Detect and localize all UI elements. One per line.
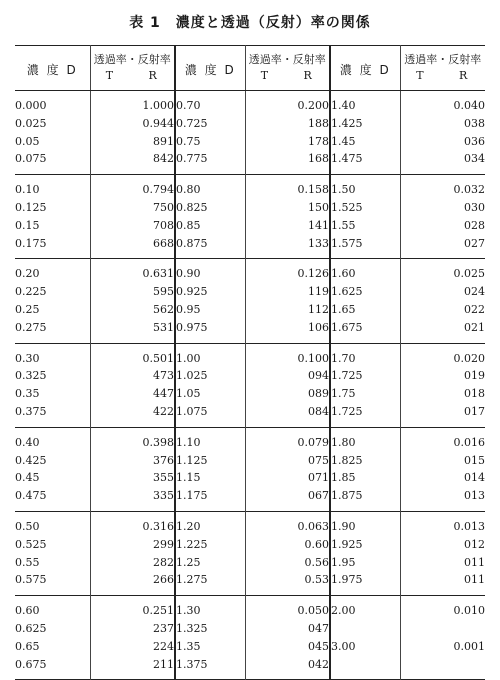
cell-trans-2: 0.53 [245,571,330,595]
table-row [15,452,485,470]
cell-density-1: 0.225 [15,285,47,299]
table-row [15,235,485,259]
cell-trans-3: 038 [400,115,485,133]
cell-density-1: 0.55 [15,555,40,569]
table-row [15,656,485,680]
cell-density-3: 1.55 [330,217,400,235]
cell-density-1: 0.475 [15,489,47,503]
cell-trans-2: 0.126 [245,259,330,283]
cell-trans-3 [400,656,485,680]
cell-trans-3: 017 [400,403,485,427]
table-row [15,385,485,403]
cell-trans-2: 045 [245,638,330,656]
table-row [15,150,485,174]
cell-trans-3: 013 [400,487,485,511]
cell-trans-2: 047 [245,620,330,638]
cell-density-1: 0.025 [15,116,47,130]
cell-density-3: 1.45 [330,133,400,151]
cell-density-3: 1.80 [330,427,400,451]
cell-trans-2: 0.56 [245,554,330,572]
cell-density-3: 1.50 [330,175,400,199]
cell-trans-3: 0.025 [400,259,485,283]
cell-density-2: 1.30 [175,596,245,620]
cell-trans-3: 012 [400,536,485,554]
table-row [15,259,485,283]
cell-density-2: 1.125 [175,452,245,470]
table-row [15,175,485,199]
cell-density-1: 0.325 [15,369,47,383]
cell-trans-1: 0.501 [90,343,175,367]
cell-density-1: 0.65 [15,639,40,653]
header-density-3: 濃 度 D [330,46,400,91]
cell-trans-1: 0.944 [90,115,175,133]
cell-trans-1: 0.316 [90,511,175,535]
cell-trans-2: 0.60 [245,536,330,554]
cell-trans-2: 133 [245,235,330,259]
cell-trans-2: 042 [245,656,330,680]
cell-trans-2: 089 [245,385,330,403]
cell-trans-3: 021 [400,319,485,343]
cell-density-2: 1.15 [175,469,245,487]
cell-trans-1: 224 [90,638,175,656]
cell-trans-1: 355 [90,469,175,487]
cell-trans-3: 015 [400,452,485,470]
density-transmittance-table [15,45,485,680]
cell-trans-3: 0.010 [400,596,485,620]
cell-trans-2: 094 [245,367,330,385]
cell-trans-3: 018 [400,385,485,403]
cell-density-1: 0.60 [15,596,90,620]
table-row [15,301,485,319]
table-row [15,91,485,115]
cell-density-1: 0.575 [15,573,47,587]
cell-trans-1: 842 [90,150,175,174]
cell-density-1: 0.425 [15,453,47,467]
cell-density-2: 0.85 [175,217,245,235]
cell-trans-2: 084 [245,403,330,427]
cell-trans-1: 0.251 [90,596,175,620]
row-group [15,596,485,680]
cell-density-3: 1.875 [330,487,400,511]
header-trans-1: 透過率・反射率 T R [90,46,175,91]
cell-density-2: 1.25 [175,554,245,572]
cell-trans-2: 0.079 [245,427,330,451]
header-trans-3: 透過率・反射率 T R [400,46,485,91]
cell-trans-3: 019 [400,367,485,385]
cell-density-1: 0.525 [15,537,47,551]
cell-trans-1: 211 [90,656,175,680]
cell-trans-3: 022 [400,301,485,319]
cell-trans-1: 299 [90,536,175,554]
cell-density-1: 0.075 [15,152,47,166]
cell-density-3: 1.85 [330,469,400,487]
cell-trans-2: 0.063 [245,511,330,535]
table-row [15,133,485,151]
table-row [15,403,485,427]
cell-density-1: 0.45 [15,471,40,485]
header-density-1: 濃 度 D [15,46,90,91]
cell-trans-3: 027 [400,235,485,259]
cell-trans-2: 067 [245,487,330,511]
cell-density-2: 0.80 [175,175,245,199]
cell-trans-1: 668 [90,235,175,259]
cell-density-2: 1.225 [175,536,245,554]
cell-density-2: 1.10 [175,427,245,451]
cell-trans-1: 0.398 [90,427,175,451]
table-row [15,571,485,595]
cell-trans-3: 011 [400,554,485,572]
cell-density-2: 1.325 [175,620,245,638]
header-row [15,46,485,91]
cell-trans-2: 168 [245,150,330,174]
table-row [15,367,485,385]
cell-trans-3: 0.040 [400,91,485,115]
cell-trans-1: 376 [90,452,175,470]
table-row [15,596,485,620]
cell-density-3: 1.475 [330,150,400,174]
cell-density-2: 0.95 [175,301,245,319]
cell-trans-1: 562 [90,301,175,319]
cell-trans-2: 0.100 [245,343,330,367]
cell-trans-1: 708 [90,217,175,235]
cell-density-2: 1.025 [175,367,245,385]
cell-density-1: 0.625 [15,621,47,635]
cell-trans-3: 028 [400,217,485,235]
cell-trans-1: 422 [90,403,175,427]
cell-density-3: 1.75 [330,385,400,403]
cell-density-3: 1.575 [330,235,400,259]
table-row [15,283,485,301]
cell-trans-3: 0.032 [400,175,485,199]
cell-trans-3: 0.001 [400,638,485,656]
cell-density-2: 0.775 [175,150,245,174]
table-row [15,554,485,572]
header-trans-2: 透過率・反射率 T R [245,46,330,91]
cell-trans-2: 141 [245,217,330,235]
cell-density-2: 0.825 [175,199,245,217]
cell-trans-1: 335 [90,487,175,511]
cell-density-1: 0.125 [15,200,47,214]
row-group [15,91,485,175]
cell-density-3: 1.90 [330,511,400,535]
table-row [15,217,485,235]
cell-density-3: 1.65 [330,301,400,319]
cell-density-2: 1.00 [175,343,245,367]
table-row [15,487,485,511]
cell-density-2: 0.75 [175,133,245,151]
cell-density-1: 0.25 [15,302,40,316]
cell-density-2: 0.725 [175,115,245,133]
cell-density-3: 1.925 [330,536,400,554]
cell-density-3 [330,656,400,680]
cell-trans-1: 447 [90,385,175,403]
cell-density-1: 0.000 [15,99,47,112]
table-row [15,343,485,367]
cell-density-3: 3.00 [330,638,400,656]
cell-density-3: 1.525 [330,199,400,217]
cell-trans-1: 595 [90,283,175,301]
cell-density-2: 0.70 [175,91,245,115]
cell-trans-3: 024 [400,283,485,301]
table-row [15,427,485,451]
cell-trans-3: 034 [400,150,485,174]
table-title: 表 1 濃度と透過（反射）率の関係 [129,15,371,31]
table-row [15,620,485,638]
cell-density-2: 0.975 [175,319,245,343]
cell-density-1: 0.35 [15,387,40,401]
cell-density-2: 1.05 [175,385,245,403]
table-row [15,199,485,217]
cell-trans-1: 0.631 [90,259,175,283]
cell-trans-1: 531 [90,319,175,343]
cell-density-3: 1.975 [330,571,400,595]
cell-density-1: 0.375 [15,404,47,418]
cell-trans-1: 0.794 [90,175,175,199]
table-row [15,319,485,343]
row-group [15,343,485,427]
cell-trans-1: 750 [90,199,175,217]
cell-density-1: 0.20 [15,259,90,283]
cell-density-2: 1.35 [175,638,245,656]
row-group [15,427,485,511]
table-row [15,638,485,656]
row-group [15,259,485,343]
cell-trans-2: 188 [245,115,330,133]
cell-trans-1: 237 [90,620,175,638]
cell-density-2: 0.875 [175,235,245,259]
cell-trans-3 [400,620,485,638]
cell-density-1: 0.675 [15,657,47,671]
cell-trans-1: 282 [90,554,175,572]
cell-trans-1: 1.000 [90,91,175,115]
cell-density-1: 0.50 [15,511,90,535]
cell-density-3: 1.425 [330,115,400,133]
cell-density-3: 1.625 [330,283,400,301]
cell-density-3: 1.60 [330,259,400,283]
cell-density-1: 0.275 [15,320,47,334]
cell-density-2: 0.90 [175,259,245,283]
cell-trans-2: 0.050 [245,596,330,620]
cell-density-3: 1.675 [330,319,400,343]
cell-trans-3: 0.013 [400,511,485,535]
cell-density-2: 1.275 [175,571,245,595]
cell-density-3 [330,620,400,638]
row-group [15,511,485,595]
cell-density-1: 0.30 [15,343,90,367]
cell-trans-1: 473 [90,367,175,385]
table-row [15,536,485,554]
cell-trans-2: 071 [245,469,330,487]
cell-trans-3: 011 [400,571,485,595]
cell-density-1: 0.40 [15,427,90,451]
cell-trans-2: 075 [245,452,330,470]
cell-density-3: 1.70 [330,343,400,367]
cell-density-2: 1.075 [175,403,245,427]
cell-density-3: 2.00 [330,596,400,620]
cell-trans-2: 112 [245,301,330,319]
cell-trans-3: 0.020 [400,343,485,367]
cell-density-3: 1.40 [330,91,400,115]
cell-density-3: 1.725 [330,403,400,427]
table-row [15,115,485,133]
cell-trans-3: 0.016 [400,427,485,451]
cell-density-1: 0.175 [15,236,47,250]
cell-trans-2: 0.158 [245,175,330,199]
row-group [15,175,485,259]
cell-density-1: 0.10 [15,175,90,199]
cell-trans-1: 891 [90,133,175,151]
cell-density-2: 0.925 [175,283,245,301]
cell-trans-2: 178 [245,133,330,151]
table-row [15,469,485,487]
cell-trans-1: 266 [90,571,175,595]
cell-trans-3: 030 [400,199,485,217]
cell-trans-3: 014 [400,469,485,487]
cell-density-3: 1.725 [330,367,400,385]
cell-density-3: 1.95 [330,554,400,572]
header-density-2: 濃 度 D [175,46,245,91]
cell-trans-3: 036 [400,133,485,151]
cell-density-2: 1.175 [175,487,245,511]
cell-trans-2: 150 [245,199,330,217]
cell-density-1: 0.05 [15,134,40,148]
cell-trans-2: 0.200 [245,91,330,115]
cell-density-2: 1.375 [175,656,245,680]
cell-trans-2: 106 [245,319,330,343]
table-row [15,511,485,535]
cell-density-3: 1.825 [330,452,400,470]
cell-trans-2: 119 [245,283,330,301]
cell-density-2: 1.20 [175,511,245,535]
cell-density-1: 0.15 [15,218,40,232]
